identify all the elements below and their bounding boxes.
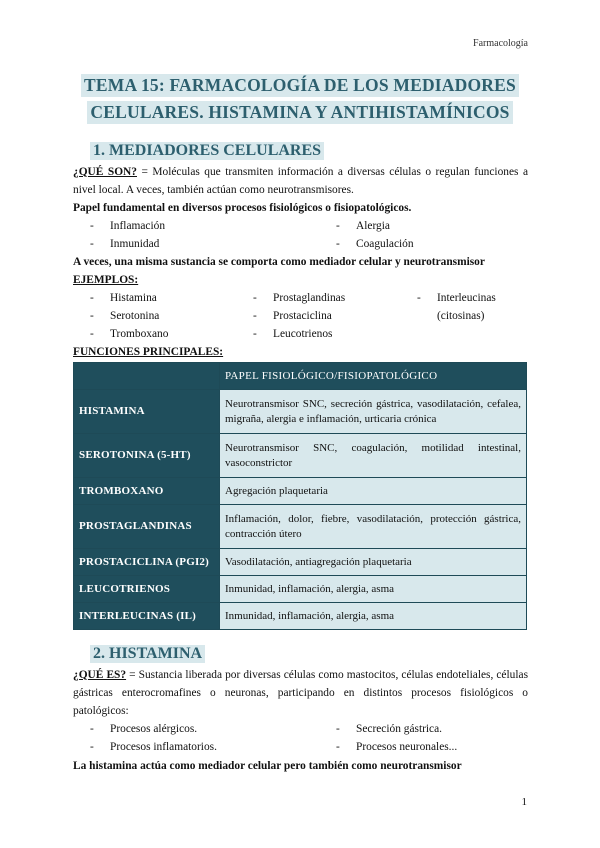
list-item: - Procesos alérgicos. [90, 723, 198, 735]
list-item: (citosinas) [437, 310, 485, 322]
list-item: - Procesos neuronales... [336, 741, 458, 753]
list-item: - Interleucinas [417, 292, 496, 304]
table-header-cell: PAPEL FISIOLÓGICO/FISIOPATOLÓGICO [220, 363, 527, 390]
que-es-paragraph [73, 666, 528, 720]
table-row: SEROTONINA (5-HT) Neurotransmisor SNC, coagulación, motilidad intestinal, vasoconstrictor [74, 434, 527, 478]
table-row: LEUCOTRIENOS Inmunidad, inflamación, alergia, asma [74, 576, 527, 603]
ejemplos-label: EJEMPLOS: [73, 274, 139, 286]
papel-line: Papel fundamental en diversos procesos fisiológicos o fisiopatológicos. [73, 202, 412, 214]
page-number: 1 [521, 796, 527, 808]
list-item: - Secreción gástrica. [336, 723, 443, 735]
list-item: - Procesos inflamatorios. [90, 741, 217, 753]
que-son-text: = Moléculas que transmiten información a diversas células o regulan funciones a nivel local. A veces, también actúan como neurotransmisores. [73, 166, 529, 196]
table-row: HISTAMINA Neurotransmisor SNC, secreción gástrica, vasodilatación, cefalea, migraña, alergia e inflamación, urticaria crónica [74, 390, 527, 434]
list-item: - Inmunidad [90, 238, 160, 250]
funciones-table [73, 362, 527, 630]
que-son-label: ¿QUÉ SON? [73, 166, 137, 178]
list-item: - Leucotrienos [253, 328, 333, 340]
list-item: - Serotonina [90, 310, 160, 322]
list-item: - Coagulación [336, 238, 414, 250]
histamina-final-line: La histamina actúa como mediador celular pero también como neurotransmisor [73, 760, 462, 772]
table-row: PROSTAGLANDINAS Inflamación, dolor, fiebre, vasodilatación, protección gástrica, contracción útero [74, 505, 527, 549]
title-line-2: CELULARES. HISTAMINA Y ANTIHISTAMÍNICOS [87, 101, 512, 124]
a-veces-line: A veces, una misma sustancia se comporta como mediador celular y neurotransmisor [73, 256, 485, 268]
section-2-heading: 2. HISTAMINA [90, 645, 205, 663]
table-row: INTERLEUCINAS (IL) Inmunidad, inflamación, alergia, asma [74, 603, 527, 630]
list-item: - Histamina [90, 292, 157, 304]
section-1-heading: 1. MEDIADORES CELULARES [90, 142, 324, 160]
table-row: TROMBOXANO Agregación plaquetaria [74, 478, 527, 505]
document-title [0, 72, 600, 126]
list-item: - Tromboxano [90, 328, 169, 340]
table-header-row [74, 363, 527, 390]
title-line-1: TEMA 15: FARMACOLOGÍA DE LOS MEDIADORES [81, 74, 519, 97]
funciones-label: FUNCIONES PRINCIPALES: [73, 346, 224, 358]
table-row: PROSTACICLINA (PGI2) Vasodilatación, antiagregación plaquetaria [74, 549, 527, 576]
que-son-paragraph [73, 163, 528, 199]
list-item: - Prostaciclina [253, 310, 332, 322]
list-item: - Inflamación [90, 220, 166, 232]
que-es-label: ¿QUÉ ES? [73, 669, 127, 681]
page-header: Farmacología [473, 38, 528, 49]
table-header-cell [74, 363, 220, 390]
list-item: - Prostaglandinas [253, 292, 346, 304]
list-item: - Alergia [336, 220, 390, 232]
que-es-text: = Sustancia liberada por diversas células como mastocitos, células endoteliales, células gástricas enterocromafines o neuronas, participando en distintos procesos fisiológicos o patológicos: [73, 669, 529, 717]
